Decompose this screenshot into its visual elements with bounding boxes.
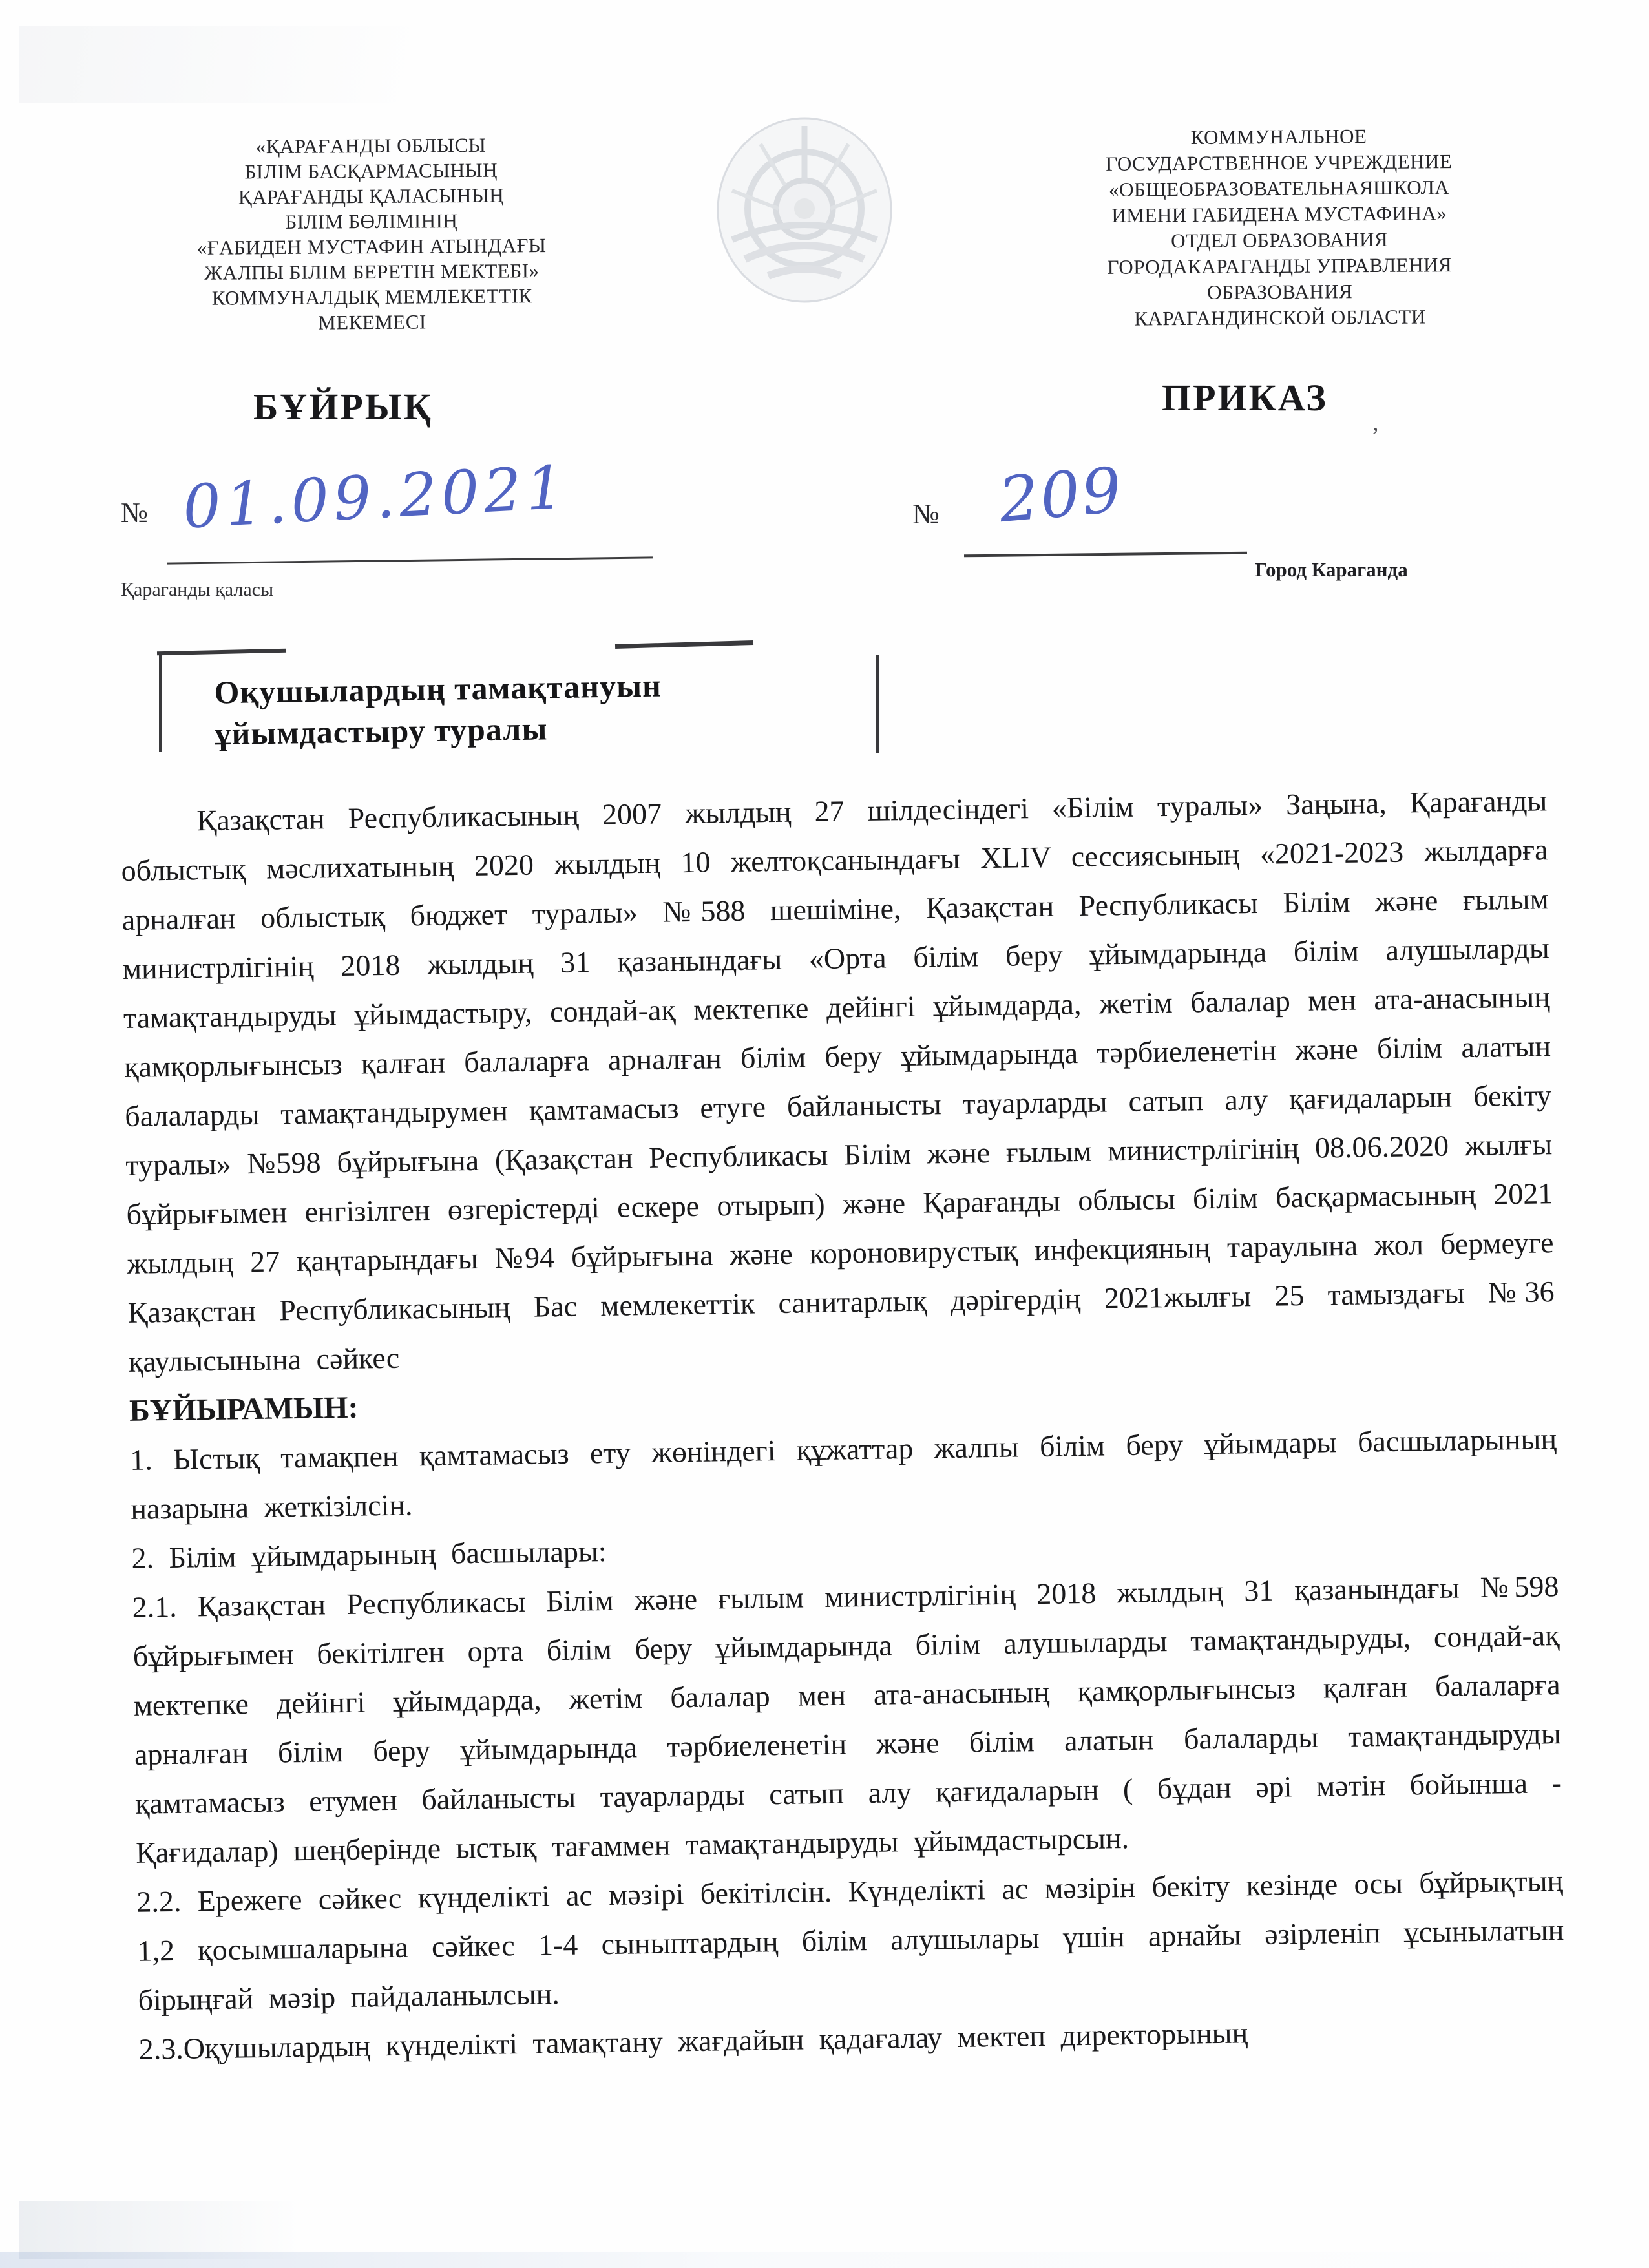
order-item-2: 2. Білім ұйымдарының басшылары: <box>131 1534 607 1575</box>
order-number-handwritten: 209 <box>996 453 1126 537</box>
ink-speck: , <box>1372 409 1379 436</box>
bracket-line-top-left <box>157 649 286 656</box>
letterhead-russian-line: «ОБЩЕОБРАЗОВАТЕЛЬНАЯШКОЛА <box>1108 176 1450 201</box>
order-item-2-1: 2.1. Қазақстан Республикасы Білім және ғылым министрлігінің 2018 жылдың 31 қазанындағы №598 бұйрығымен бекітілген орта білім беру ұйымдарында білім алушыларды тамақтандыруды, сондай-ақ мектепке дейінгі ұйымдарда, жетім балалар мен ата-анасының қамқорлығынсыз қалған балаларға арналған білім беру ұйымдарында тәрбиеленетін және білім алатын балаларды тамақтандыруды қамтамасыз етумен байланысты тауарларды сатып алу қағидаларын ( бұдан әрі мәтін бойынша - Қағидалар) шеңберінде ыстық тағаммен тамақтандыруды ұйымдастырсын. <box>132 1570 1562 1869</box>
place-russian: Город Караганда <box>1255 558 1408 581</box>
bracket-line-top-middle <box>615 640 753 649</box>
order-date-handwritten: 01.09.2021 <box>181 452 571 542</box>
letterhead-kazakh-line: МЕКЕМЕСІ <box>318 310 426 334</box>
letterhead-russian-line: ГОРОДАКАРАГАНДЫ УПРАВЛЕНИЯ <box>1107 253 1453 278</box>
order-subject <box>214 665 662 755</box>
bracket-line-vertical-right <box>876 655 879 753</box>
preamble-paragraph: Қазақстан Республикасының 2007 жылдың 27 шілдесіндегі «Білім туралы» Заңына, Қарағанды облыстық мәслихатының 2020 жылдың 10 желтоқсанындағы XLIV сессиясының «2021-2023 жылдарға арналған облыстық бюджет туралы» №588 шешіміне, Қазақстан Республикасы Білім және ғылым министрлігінің 2018 жылдың 31 қазанындағы «Орта білім беру ұйымдарында білім алушыларды тамақтандыруды ұйымдастыру, сондай-ақ мектепке дейінгі ұйымдарда, жетім балалар мен ата-анасының қамқорлығынсыз қалған балаларға арналған білім беру ұйымдарында тәрбиеленетін және білім алатын балаларды тамақтандырумен қамтамасыз етуге байланысты тауарларды сатып алу қағидаларын бекіту туралы» №598 бұйрығына (Қазақстан Республикасы Білім және ғылым министрлігінің 08.06.2020 жылғы бұйрығымен енгізілген өзгерістерді ескере отырып) және Қарағанды облысы білім басқармасының 2021 жылдың 27 қаңтарындағы №94 бұйрығына және короновирустық инфекцияның тараулына жол бермеуге Қазақстан Республикасының Бас мемлекеттік санитарлық дәрігердің 2021жылғы 25 тамыздағы №36 қаулысынына сәйкес <box>121 784 1555 1378</box>
order-subject-line2: ұйымдастыру туралы <box>215 710 548 752</box>
letterhead-russian-line: ГОСУДАРСТВЕННОЕ УЧРЕЖДЕНИЕ <box>1106 150 1453 175</box>
order-number-label-right: № <box>912 498 940 530</box>
bracket-line-vertical-left <box>159 653 162 752</box>
letterhead-kazakh-line: ЖАЛПЫ БІЛІМ БЕРЕТІН МЕКТЕБІ» <box>204 259 540 284</box>
scan-noise-bottom-left <box>19 2201 304 2259</box>
letterhead-kazakh <box>109 131 634 337</box>
letterhead-russian-line: ИМЕНИ ГАБИДЕНА МУСТАФИНА» <box>1111 202 1447 227</box>
order-item-1: 1. Ыстық тамақпен қамтамасыз ету жөніндегі құжаттар жалпы білім беру ұйымдары басшыларының назарына жеткізілсін. <box>129 1422 1557 1526</box>
scan-noise-top <box>19 26 601 103</box>
letterhead-kazakh-line: «ҒАБИДЕН МУСТАФИН АТЫНДАҒЫ <box>196 234 547 259</box>
letterhead-russian-line: КОММУНАЛЬНОЕ <box>1190 125 1367 149</box>
letterhead-russian-line: КАРАГАНДИНСКОЙ ОБЛАСТИ <box>1134 305 1426 330</box>
letterhead-kazakh-line: «ҚАРАҒАНДЫ ОБЛЫСЫ <box>255 133 487 158</box>
kazakhstan-emblem-image <box>706 113 903 307</box>
order-number-label-left: № <box>121 497 148 529</box>
letterhead-russian <box>978 122 1581 333</box>
letterhead-kazakh-line: БІЛІМ БАСҚАРМАСЫНЫҢ <box>244 158 498 184</box>
order-item-2-2: 2.2. Ережеге сәйкес күнделікті ас мәзірі бекітілсін. Күнделікті ас мәзірін бекіту кезінде осы бұйрықтың 1,2 қосымшаларына сәйкес 1-4 сыныптардың білім алушылары үшін арнайы әзірленіп ұсынылатын бірыңғай мәзір пайдаланылсын. <box>136 1864 1564 2017</box>
resolve-heading: БҰЙЫРАМЫН: <box>129 1390 359 1428</box>
letterhead-kazakh-line: КОММУНАЛДЫҚ МЕМЛЕКЕТТІК <box>211 284 532 310</box>
letterhead-kazakh-line: ҚАРАҒАНДЫ ҚАЛАСЫНЫҢ <box>238 184 505 209</box>
order-title-kazakh: БҰЙРЫҚ <box>253 386 433 428</box>
letterhead-russian-line: ОТДЕЛ ОБРАЗОВАНИЯ <box>1171 227 1389 253</box>
order-subject-line1: Оқушылардың тамақтануын <box>214 667 662 711</box>
place-kazakh: Қараганды қаласы <box>121 579 274 600</box>
letterhead-russian-line: ОБРАЗОВАНИЯ <box>1207 280 1353 304</box>
letterhead-kazakh-line: БІЛІМ БӨЛІМІНІҢ <box>285 209 458 233</box>
order-item-2-3: 2.3.Оқушылардың күнделікті тамақтану жағдайын қадағалау мектеп директорының <box>138 2016 1248 2066</box>
order-title-russian: ПРИКАЗ <box>1162 377 1328 419</box>
number-underline-left <box>167 556 653 564</box>
number-underline-right <box>964 552 1247 558</box>
order-body <box>120 776 1566 2074</box>
scan-strip-bottom <box>0 2252 1649 2268</box>
